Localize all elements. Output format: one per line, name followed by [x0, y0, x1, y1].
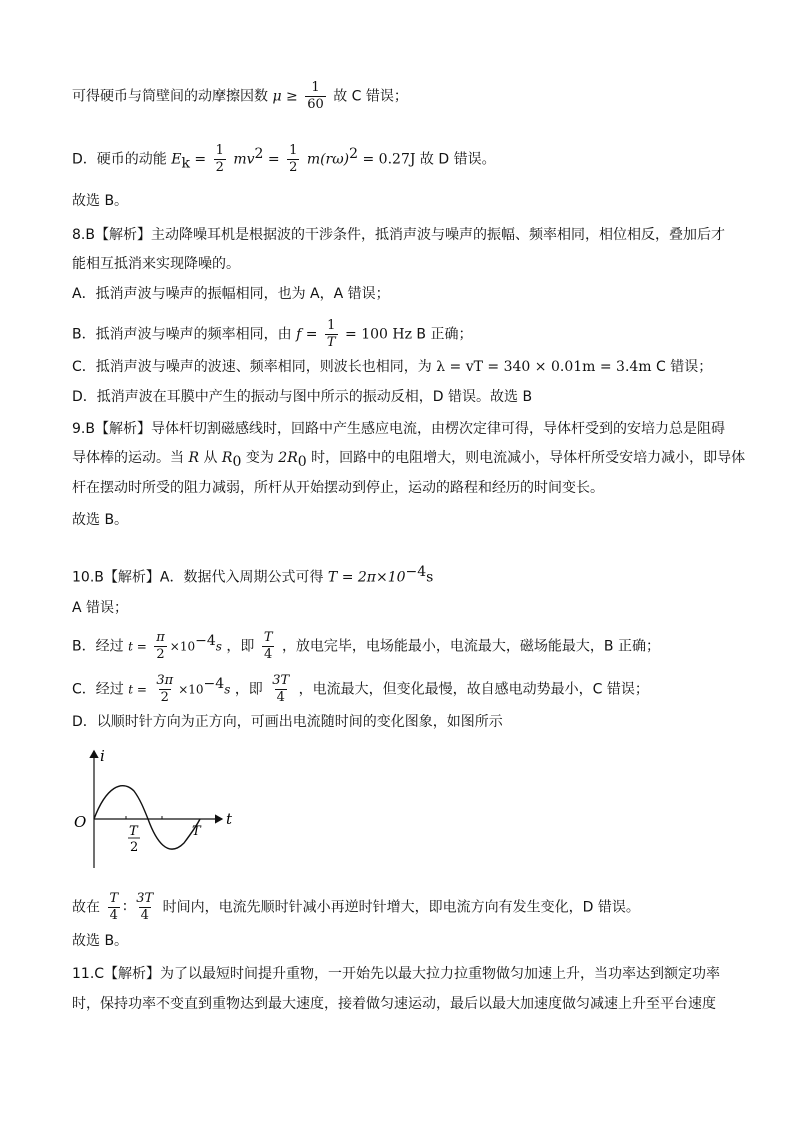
fraction: $\frac{\pi}{2}$	[156, 630, 165, 662]
fraction: $\frac{T}{4}$	[109, 891, 119, 923]
line-20: 故选 B。	[72, 933, 129, 949]
fraction: $\frac{1}{2}$	[215, 143, 224, 175]
half-period-den: 2	[130, 840, 139, 855]
period-label: T	[192, 824, 201, 839]
line-22: 时，保持功率不变直到重物达到最大速度，接着做匀速运动，最后以最大加速度做匀减速上升至平台速度	[72, 996, 716, 1012]
line-4: 8.B【解析】主动降噪耳机是根据波的干涉条件，抵消声波与噪声的振幅、频率相同，相位相反，叠加后才	[72, 227, 725, 243]
line-21: 11.C【解析】为了以最短时间提升重物，一开始先以最大拉力拉重物做匀加速上升，当功率达到额定功率	[72, 966, 721, 982]
line-14: 10.B【解析】A．数据代入周期公式可得 $T = 2\pi\times 10^{-4}s$	[72, 564, 434, 586]
line-15: A 错误；	[72, 600, 129, 616]
i-axis-label: i	[100, 747, 105, 765]
fraction: $\frac{T}{4}$	[263, 630, 273, 662]
line-11: 导体棒的运动。当 R 从 $R_0$ 变为 $2R_0$ 时，回路中的电阻增大，则电流减小，导体杆所受安培力减小，即导体	[72, 450, 746, 470]
line-5: 能相互抵消来实现降噪的。	[72, 256, 240, 272]
fraction: $\frac{1}{2}$	[289, 143, 298, 175]
sine-curve	[94, 786, 200, 849]
fraction: $\frac{3\pi}{2}$	[156, 673, 174, 705]
line-10: 9.B【解析】导体杆切割磁感线时，回路中产生感应电流，由楞次定律可得，导体杆受到的安培力总是阻碍	[72, 421, 725, 437]
line-12: 杆在摆动时所受的阻力减弱，所杆从开始摆动到停止，运动的路程和经历的时间变长。	[72, 480, 604, 496]
t-axis-label: t	[226, 810, 233, 828]
fraction: $\frac{1}{60}$	[307, 80, 324, 112]
fraction: $\frac{3T}{4}$	[272, 673, 290, 705]
line-8: C．抵消声波与噪声的波速、频率相同，则波长也相同，为 λ = vT = 340 × 0.01m = 3.4m C 错误；	[72, 359, 713, 375]
fraction: $\frac{3T}{4}$	[136, 891, 154, 923]
half-period-num: T	[129, 824, 138, 839]
line-2: D．硬币的动能 $E_k$ = $\frac{1}{2}$ $mv^2$ = $\frac{1}{2}$ $m(r\omega)^2 = 0.27J$ 故 D 错误。	[72, 143, 496, 175]
line-16: B．经过 t = $\frac{\pi}{2}$ $\times 10^{-4}s$ ，即 $\frac{T}{4}$ ，放电完毕，电场能最小，电流最大，磁场能最大，B 正确；	[72, 630, 660, 662]
line-7: B．抵消声波与噪声的频率相同，由 f = $\frac{1}{T}$ = 100 Hz B 正确；	[72, 318, 473, 350]
line-9: D．抵消声波在耳膜中产生的振动与图中所示的振动反相，D 错误。故选 B	[72, 389, 533, 405]
line-6: A．抵消声波与噪声的振幅相同，也为 A，A 错误；	[72, 286, 390, 302]
fraction: $\frac{1}{T}$	[326, 318, 336, 350]
origin-label: O	[74, 813, 87, 831]
line-13: 故选 B。	[72, 512, 129, 528]
line-3: 故选 B。	[72, 193, 129, 209]
current-time-graph	[70, 743, 240, 873]
line-18: D．以顺时针方向为正方向，可画出电流随时间的变化图象，如图所示	[72, 714, 503, 730]
line-1: 可得硬币与筒壁间的动摩擦因数 μ ≥ $\frac{1}{60}$ 故 C 错误；	[72, 80, 408, 112]
line-17: C．经过 t = $\frac{3\pi}{2}$ $\times 10^{-4}s$ ，即 $\frac{3T}{4}$ ，电流最大，但变化最慢，故自感电动势最小，C 错误；	[72, 673, 649, 705]
line-19: 故在 $\frac{T}{4}$ ∶ $\frac{3T}{4}$ 时间内，电流先顺时针减小再逆时针增大，即电流方向有发生变化，D 错误。	[72, 891, 640, 923]
